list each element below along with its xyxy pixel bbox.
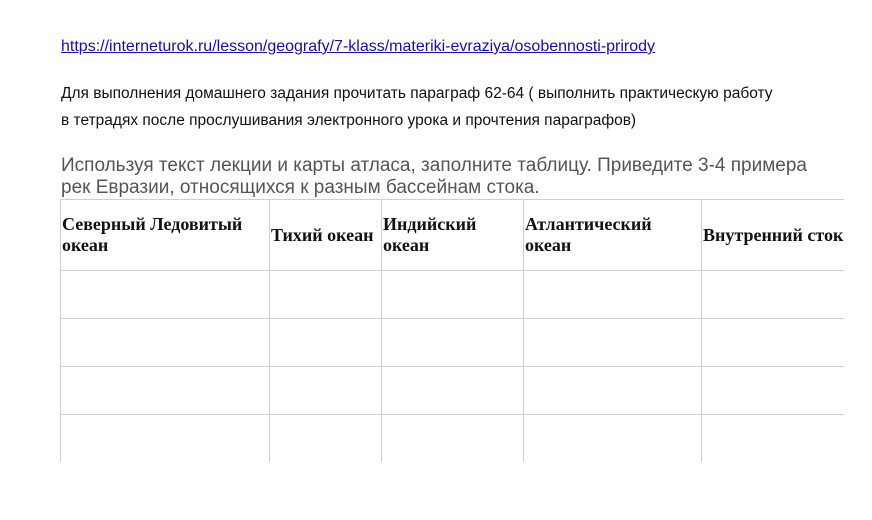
header-atlantic-ocean: Атлантический океан bbox=[524, 200, 702, 271]
table-header-row bbox=[61, 200, 844, 271]
table-row bbox=[61, 319, 844, 367]
table-cell[interactable] bbox=[382, 415, 524, 463]
header-internal-drainage: Внутренний сток bbox=[702, 200, 844, 271]
table-row bbox=[61, 367, 844, 415]
task-line-1: Используя текст лекции и карты атласа, заполните таблицу. Приведите 3-4 примера bbox=[61, 155, 807, 176]
lesson-link[interactable]: https://interneturok.ru/lesson/geografy/7-klass/materiki-evraziya/osobennosti-prirody bbox=[61, 38, 656, 55]
table-cell[interactable] bbox=[61, 415, 270, 463]
header-pacific-ocean: Тихий океан bbox=[270, 200, 382, 271]
table-cell[interactable] bbox=[270, 319, 382, 367]
homework-note-line-2: в тетрадях после прослушивания электронного урока и прочтения параграфов) bbox=[61, 112, 637, 129]
task-line-2: рек Евразии, относящихся к разным бассейнам стока. bbox=[61, 177, 540, 198]
table-cell[interactable] bbox=[702, 415, 844, 463]
table-cell[interactable] bbox=[61, 367, 270, 415]
table-cell[interactable] bbox=[702, 271, 844, 319]
table-cell[interactable] bbox=[270, 367, 382, 415]
table-row bbox=[61, 271, 844, 319]
table-cell[interactable] bbox=[524, 415, 702, 463]
header-arctic-ocean: Северный Ледовитый океан bbox=[61, 200, 270, 271]
homework-note bbox=[61, 80, 851, 134]
table-row bbox=[61, 415, 844, 463]
homework-note-line-1: Для выполнения домашнего задания прочитать параграф 62-64 ( выполнить практическую работу bbox=[61, 85, 773, 102]
task-instructions bbox=[61, 155, 851, 199]
table-cell[interactable] bbox=[270, 415, 382, 463]
header-indian-ocean: Индийский океан bbox=[382, 200, 524, 271]
table-cell[interactable] bbox=[382, 271, 524, 319]
river-basins-table bbox=[60, 199, 844, 462]
table-cell[interactable] bbox=[61, 271, 270, 319]
table-cell[interactable] bbox=[382, 367, 524, 415]
table-cell[interactable] bbox=[524, 319, 702, 367]
table-cell[interactable] bbox=[524, 367, 702, 415]
table-cell[interactable] bbox=[270, 271, 382, 319]
table-cell[interactable] bbox=[61, 319, 270, 367]
table-cell[interactable] bbox=[702, 319, 844, 367]
table-cell[interactable] bbox=[702, 367, 844, 415]
table-cell[interactable] bbox=[524, 271, 702, 319]
table-cell[interactable] bbox=[382, 319, 524, 367]
